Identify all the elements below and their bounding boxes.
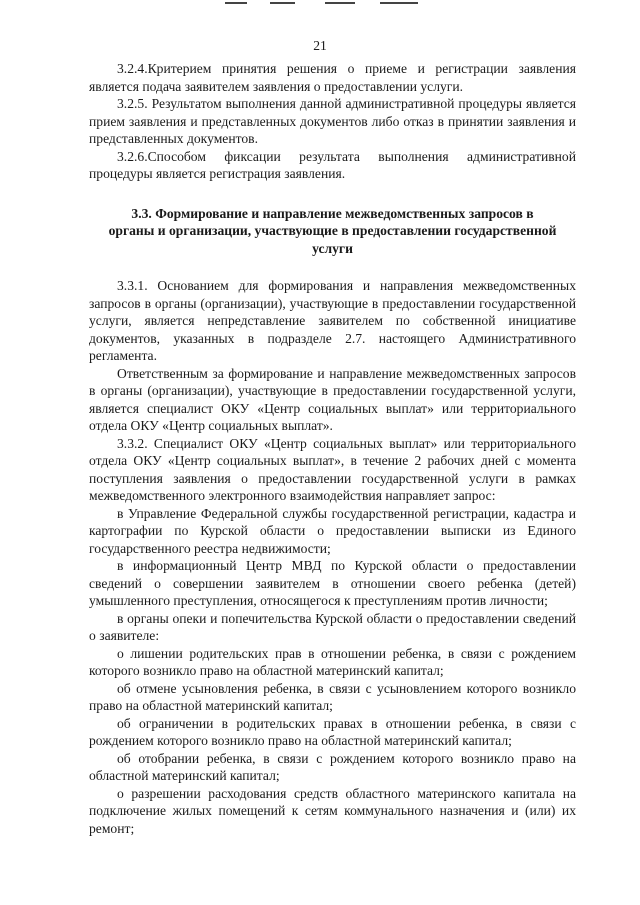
page-number: 21 bbox=[313, 38, 327, 53]
document-body bbox=[89, 60, 576, 837]
paragraph-responsible: Ответственным за формирование и направление межведомственных запросов в органы (организации), участвующие в предоставлении государственной услуги, является специалист ОКУ «Центр социальных выплат» или территориального отдела ОКУ «Центр социальных выплат». bbox=[89, 365, 576, 433]
list-item-spending-permission: о разрешении расходования средств областного материнского капитала на подключение жилых помещений к сетям коммунального назначения и (или) их ремонт; bbox=[89, 785, 576, 836]
list-item-deprivation: о лишении родительских прав в отношении ребенка, в связи с рождением которого возникло право на областной материнский капитал; bbox=[89, 645, 576, 678]
paragraph-3-3-1: 3.3.1. Основанием для формирования и направления межведомственных запросов в органы (организации), участвующие в предоставлении государственной услуги, является непредставление заявителем по собственной инициативе документов, указанных в подразделе 2.7. настоящего Административного регламента. bbox=[89, 278, 576, 363]
list-item-removal: об отобрании ребенка, в связи с рождением которого возникло право на областной материнский капитал; bbox=[89, 750, 576, 783]
list-item-restriction: об ограничении в родительских правах в отношении ребенка, в связи с рождением которого возникло право на областной материнский капитал; bbox=[89, 715, 576, 748]
list-item-mvd: в информационный Центр МВД по Курской области о предоставлении сведений о совершении заявителем в отношении своего ребенка (детей) умышленного преступления, относящегося к преступлениям против личности; bbox=[89, 558, 576, 608]
paragraph-3-2-4: 3.2.4.Критерием принятия решения о приеме и регистрации заявления является подача заявителем заявления о предоставлении услуги. bbox=[89, 61, 576, 94]
list-item-guardianship: в органы опеки и попечительства Курской области о предоставлении сведений о заявителе: bbox=[89, 610, 576, 643]
list-item-rosreestr: в Управление Федеральной службы государственной регистрации, кадастра и картографии по Курской области о предоставлении выписки из Единого государственного реестра недвижимости; bbox=[89, 505, 576, 556]
list-item-adoption-cancel: об отмене усыновления ребенка, в связи с усыновлением которого возникло право на областной материнский капитал; bbox=[89, 680, 576, 713]
paragraph-3-3-2: 3.3.2. Специалист ОКУ «Центр социальных выплат» или территориального отдела ОКУ «Центр социальных выплат», в течение 2 рабочих дней с момента поступления заявления о предоставлении государственной услуги в рамках межведомственного электронного взаимодействия направляет запрос: bbox=[89, 435, 576, 503]
paragraph-3-2-6: 3.2.6.Способом фиксации результата выполнения административной процедуры является регистрация заявления. bbox=[89, 148, 576, 181]
section-heading-3-3: 3.3. Формирование и направление межведомственных запросов в органы и организации, участвующие в предоставлении государственной услуги bbox=[108, 205, 557, 256]
paragraph-3-2-5: 3.2.5. Результатом выполнения данной административной процедуры является прием заявления и представленных документов либо отказ в принятии заявления и представленных документов. bbox=[89, 96, 576, 146]
scan-top-marks bbox=[225, 0, 425, 8]
